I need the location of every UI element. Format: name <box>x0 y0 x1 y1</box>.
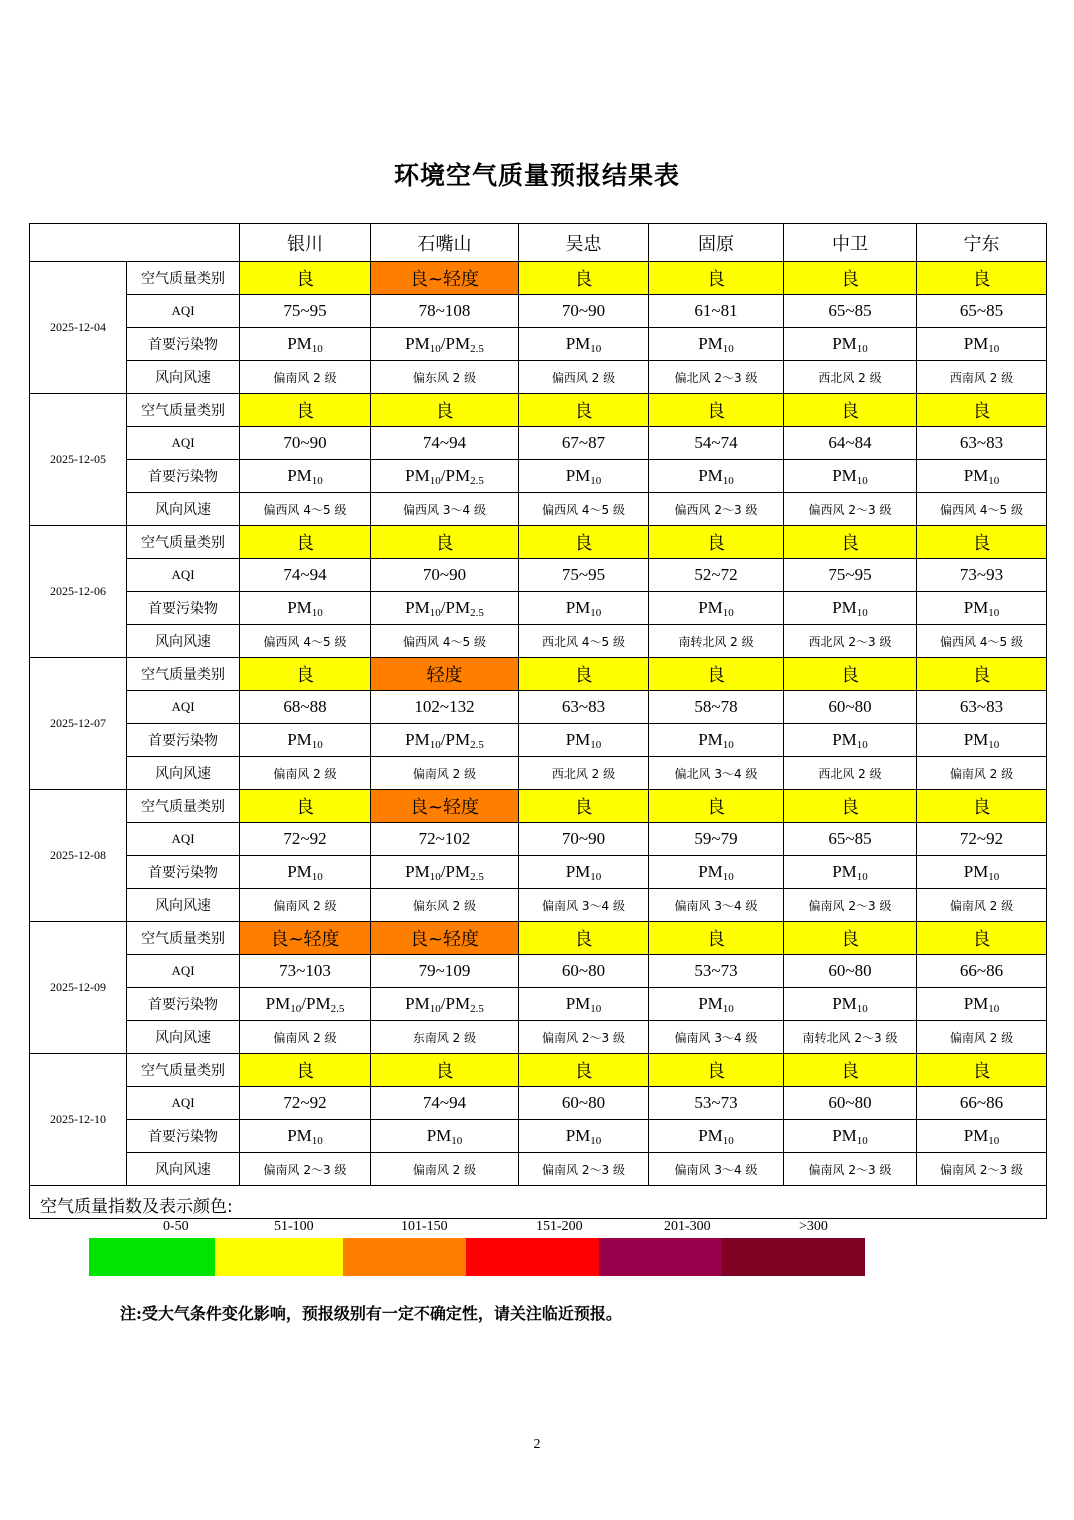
aqi-range-cell: 72~92 <box>240 1087 371 1120</box>
row-wind <box>30 625 1047 658</box>
primary-pollutant-cell: $PM_{10}$ <box>917 328 1047 361</box>
wind-cell: 偏西风 4～5 级 <box>917 493 1047 526</box>
row-label-pollutant: 首要污染物 <box>127 460 240 493</box>
primary-pollutant-cell: $PM_{10}$ <box>649 988 784 1021</box>
aqi-category-cell: 良 <box>917 922 1047 955</box>
row-label-category: 空气质量类别 <box>127 262 240 295</box>
aqi-category-cell: 良 <box>519 394 649 427</box>
aqi-category-cell: 良 <box>649 262 784 295</box>
wind-cell: 西北风 4～5 级 <box>519 625 649 658</box>
aqi-legend <box>30 1186 1047 1234</box>
row-aqi <box>30 427 1047 460</box>
primary-pollutant-cell: $PM_{10}$ <box>519 592 649 625</box>
wind-cell: 偏南风 2 级 <box>240 757 371 790</box>
primary-pollutant-cell: $PM_{10}/PM_{2.5}$ <box>240 988 371 1021</box>
row-category <box>30 262 1047 295</box>
row-label-wind: 风向风速 <box>127 361 240 394</box>
wind-cell: 偏南风 2～3 级 <box>784 1153 917 1186</box>
wind-cell: 偏东风 2 级 <box>371 361 519 394</box>
aqi-range-cell: 53~73 <box>649 1087 784 1120</box>
aqi-range-cell: 67~87 <box>519 427 649 460</box>
date-cell: 2025-12-05 <box>30 394 127 526</box>
legend-range-label: 201-300 <box>664 1219 711 1234</box>
primary-pollutant-cell: $PM_{10}$ <box>784 328 917 361</box>
primary-pollutant-cell: $PM_{10}$ <box>784 592 917 625</box>
primary-pollutant-cell: $PM_{10}$ <box>649 724 784 757</box>
aqi-category-cell: 良~轻度 <box>240 922 371 955</box>
wind-cell: 偏南风 3～4 级 <box>649 1021 784 1054</box>
legend-color-swatch <box>343 1238 466 1276</box>
row-wind <box>30 361 1047 394</box>
header-row <box>30 224 1047 262</box>
row-label-wind: 风向风速 <box>127 757 240 790</box>
aqi-category-cell: 良 <box>784 922 917 955</box>
aqi-category-cell: 良 <box>240 658 371 691</box>
aqi-category-cell: 良 <box>649 658 784 691</box>
aqi-category-cell: 良 <box>917 1054 1047 1087</box>
primary-pollutant-cell: $PM_{10}$ <box>649 328 784 361</box>
primary-pollutant-cell: $PM_{10}$ <box>240 460 371 493</box>
aqi-category-cell: 良~轻度 <box>371 922 519 955</box>
aqi-category-cell: 良 <box>784 1054 917 1087</box>
primary-pollutant-cell: $PM_{10}$ <box>240 1120 371 1153</box>
aqi-range-cell: 63~83 <box>917 691 1047 724</box>
row-pollutant <box>30 988 1047 1021</box>
aqi-category-cell: 良~轻度 <box>371 262 519 295</box>
primary-pollutant-cell: $PM_{10}$ <box>784 988 917 1021</box>
aqi-range-cell: 65~85 <box>784 295 917 328</box>
wind-cell: 西北风 2～3 级 <box>784 625 917 658</box>
aqi-category-cell: 良 <box>519 526 649 559</box>
date-cell: 2025-12-08 <box>30 790 127 922</box>
row-label-wind: 风向风速 <box>127 493 240 526</box>
row-pollutant <box>30 1120 1047 1153</box>
row-aqi <box>30 823 1047 856</box>
aqi-category-cell: 良 <box>240 790 371 823</box>
aqi-category-cell: 良 <box>917 658 1047 691</box>
row-aqi <box>30 559 1047 592</box>
page-number: 2 <box>533 1437 541 1452</box>
primary-pollutant-cell: $PM_{10}$ <box>917 460 1047 493</box>
wind-cell: 偏南风 3～4 级 <box>519 889 649 922</box>
aqi-range-cell: 75~95 <box>784 559 917 592</box>
aqi-category-cell: 良 <box>519 658 649 691</box>
aqi-range-cell: 61~81 <box>649 295 784 328</box>
legend-range-label: 151-200 <box>536 1219 583 1234</box>
aqi-category-cell: 轻度 <box>371 658 519 691</box>
row-label-aqi: AQI <box>127 295 240 328</box>
wind-cell: 偏南风 2 级 <box>917 757 1047 790</box>
primary-pollutant-cell: $PM_{10}$ <box>917 724 1047 757</box>
aqi-category-cell: 良 <box>519 790 649 823</box>
row-category <box>30 526 1047 559</box>
aqi-category-cell: 良 <box>240 1054 371 1087</box>
wind-cell: 西南风 2 级 <box>917 361 1047 394</box>
row-label-category: 空气质量类别 <box>127 526 240 559</box>
aqi-category-cell: 良 <box>240 394 371 427</box>
row-label-pollutant: 首要污染物 <box>127 592 240 625</box>
aqi-range-cell: 74~94 <box>240 559 371 592</box>
wind-cell: 偏西风 4～5 级 <box>240 493 371 526</box>
wind-cell: 偏南风 2 级 <box>240 1021 371 1054</box>
row-category <box>30 1054 1047 1087</box>
primary-pollutant-cell: $PM_{10}/PM_{2.5}$ <box>371 856 519 889</box>
city-header: 吴忠 <box>519 224 649 262</box>
row-label-wind: 风向风速 <box>127 1021 240 1054</box>
aqi-range-cell: 65~85 <box>784 823 917 856</box>
wind-cell: 偏南风 2～3 级 <box>917 1153 1047 1186</box>
row-aqi <box>30 1087 1047 1120</box>
aqi-category-cell: 良 <box>784 526 917 559</box>
aqi-range-cell: 74~94 <box>371 427 519 460</box>
aqi-category-cell: 良 <box>240 262 371 295</box>
aqi-category-cell: 良 <box>519 1054 649 1087</box>
date-cell: 2025-12-10 <box>30 1054 127 1186</box>
aqi-category-cell: 良 <box>649 1054 784 1087</box>
aqi-range-cell: 68~88 <box>240 691 371 724</box>
primary-pollutant-cell: $PM_{10}$ <box>240 724 371 757</box>
aqi-category-cell: 良 <box>519 262 649 295</box>
legend-color-swatch <box>722 1238 865 1276</box>
row-aqi <box>30 691 1047 724</box>
primary-pollutant-cell: $PM_{10}/PM_{2.5}$ <box>371 988 519 1021</box>
aqi-range-cell: 75~95 <box>240 295 371 328</box>
row-wind <box>30 1153 1047 1186</box>
primary-pollutant-cell: $PM_{10}$ <box>519 460 649 493</box>
aqi-range-cell: 72~92 <box>917 823 1047 856</box>
wind-cell: 偏西风 4～5 级 <box>240 625 371 658</box>
city-header: 银川 <box>240 224 371 262</box>
primary-pollutant-cell: $PM_{10}$ <box>784 1120 917 1153</box>
legend-row <box>30 1186 1047 1219</box>
row-aqi <box>30 955 1047 988</box>
row-category <box>30 658 1047 691</box>
primary-pollutant-cell: $PM_{10}/PM_{2.5}$ <box>371 592 519 625</box>
wind-cell: 偏西风 2～3 级 <box>784 493 917 526</box>
aqi-category-cell: 良 <box>371 526 519 559</box>
aqi-category-cell: 良 <box>519 922 649 955</box>
aqi-category-cell: 良 <box>917 394 1047 427</box>
aqi-range-cell: 54~74 <box>649 427 784 460</box>
wind-cell: 南转北风 2 级 <box>649 625 784 658</box>
wind-cell: 偏西风 4～5 级 <box>519 493 649 526</box>
primary-pollutant-cell: $PM_{10}$ <box>784 724 917 757</box>
aqi-range-cell: 66~86 <box>917 1087 1047 1120</box>
aqi-category-cell: 良 <box>784 262 917 295</box>
wind-cell: 偏南风 2 级 <box>917 889 1047 922</box>
row-label-aqi: AQI <box>127 1087 240 1120</box>
row-label-wind: 风向风速 <box>127 625 240 658</box>
wind-cell: 偏南风 2 级 <box>240 889 371 922</box>
legend-range-label: 0-50 <box>163 1219 189 1234</box>
primary-pollutant-cell: $PM_{10}$ <box>519 988 649 1021</box>
wind-cell: 偏南风 2 级 <box>371 757 519 790</box>
aqi-range-cell: 63~83 <box>519 691 649 724</box>
city-header: 宁东 <box>917 224 1047 262</box>
aqi-range-cell: 79~109 <box>371 955 519 988</box>
aqi-category-cell: 良 <box>917 790 1047 823</box>
row-category <box>30 790 1047 823</box>
wind-cell: 偏西风 4～5 级 <box>371 625 519 658</box>
aqi-range-cell: 70~90 <box>240 427 371 460</box>
header-blank-cell <box>30 224 240 262</box>
primary-pollutant-cell: $PM_{10}$ <box>519 856 649 889</box>
aqi-category-cell: 良 <box>371 394 519 427</box>
row-label-pollutant: 首要污染物 <box>127 856 240 889</box>
aqi-range-cell: 58~78 <box>649 691 784 724</box>
aqi-category-cell: 良 <box>649 790 784 823</box>
aqi-range-cell: 64~84 <box>784 427 917 460</box>
primary-pollutant-cell: $PM_{10}$ <box>917 988 1047 1021</box>
row-label-pollutant: 首要污染物 <box>127 988 240 1021</box>
legend-range-label: >300 <box>799 1219 828 1234</box>
city-header: 固原 <box>649 224 784 262</box>
row-label-aqi: AQI <box>127 427 240 460</box>
wind-cell: 偏南风 2～3 级 <box>784 889 917 922</box>
aqi-range-cell: 73~103 <box>240 955 371 988</box>
row-label-aqi: AQI <box>127 823 240 856</box>
aqi-range-cell: 60~80 <box>784 691 917 724</box>
row-label-pollutant: 首要污染物 <box>127 328 240 361</box>
row-category <box>30 922 1047 955</box>
primary-pollutant-cell: $PM_{10}/PM_{2.5}$ <box>371 328 519 361</box>
aqi-range-cell: 78~108 <box>371 295 519 328</box>
primary-pollutant-cell: $PM_{10}$ <box>519 328 649 361</box>
primary-pollutant-cell: $PM_{10}$ <box>519 1120 649 1153</box>
row-wind <box>30 889 1047 922</box>
aqi-category-cell: 良 <box>649 526 784 559</box>
row-label-wind: 风向风速 <box>127 1153 240 1186</box>
aqi-category-cell: 良 <box>649 922 784 955</box>
row-aqi <box>30 295 1047 328</box>
aqi-category-cell: 良 <box>784 658 917 691</box>
aqi-range-cell: 72~102 <box>371 823 519 856</box>
aqi-category-cell: 良~轻度 <box>371 790 519 823</box>
aqi-category-cell: 良 <box>917 262 1047 295</box>
aqi-category-cell: 良 <box>240 526 371 559</box>
wind-cell: 西北风 2 级 <box>519 757 649 790</box>
legend-title: 空气质量指数及表示颜色: <box>40 1197 233 1217</box>
aqi-range-cell: 52~72 <box>649 559 784 592</box>
wind-cell: 偏南风 2～3 级 <box>519 1153 649 1186</box>
forecast-note: 注:受大气条件变化影响，预报级别有一定不确定性，请关注临近预报。 <box>120 1304 622 1323</box>
wind-cell: 偏南风 2 级 <box>240 361 371 394</box>
row-label-aqi: AQI <box>127 955 240 988</box>
legend-color-swatch <box>215 1238 343 1276</box>
wind-cell: 偏南风 3～4 级 <box>649 1153 784 1186</box>
row-label-aqi: AQI <box>127 691 240 724</box>
aqi-range-cell: 60~80 <box>519 955 649 988</box>
primary-pollutant-cell: $PM_{10}$ <box>917 856 1047 889</box>
row-pollutant <box>30 592 1047 625</box>
aqi-range-cell: 60~80 <box>784 1087 917 1120</box>
legend-color-swatch <box>599 1238 722 1276</box>
wind-cell: 东南风 2 级 <box>371 1021 519 1054</box>
aqi-range-cell: 60~80 <box>519 1087 649 1120</box>
row-label-wind: 风向风速 <box>127 889 240 922</box>
primary-pollutant-cell: $PM_{10}$ <box>917 1120 1047 1153</box>
primary-pollutant-cell: $PM_{10}$ <box>519 724 649 757</box>
date-cell: 2025-12-09 <box>30 922 127 1054</box>
primary-pollutant-cell: $PM_{10}$ <box>784 856 917 889</box>
wind-cell: 偏南风 2 级 <box>917 1021 1047 1054</box>
primary-pollutant-cell: $PM_{10}$ <box>649 460 784 493</box>
primary-pollutant-cell: $PM_{10}$ <box>649 856 784 889</box>
aqi-range-cell: 74~94 <box>371 1087 519 1120</box>
primary-pollutant-cell: $PM_{10}$ <box>649 1120 784 1153</box>
wind-cell: 西北风 2 级 <box>784 361 917 394</box>
row-label-aqi: AQI <box>127 559 240 592</box>
aqi-range-cell: 65~85 <box>917 295 1047 328</box>
aqi-range-cell: 60~80 <box>784 955 917 988</box>
row-label-category: 空气质量类别 <box>127 790 240 823</box>
primary-pollutant-cell: $PM_{10}/PM_{2.5}$ <box>371 460 519 493</box>
primary-pollutant-cell: $PM_{10}$ <box>240 592 371 625</box>
row-pollutant <box>30 328 1047 361</box>
primary-pollutant-cell: $PM_{10}/PM_{2.5}$ <box>371 724 519 757</box>
aqi-range-cell: 59~79 <box>649 823 784 856</box>
wind-cell: 南转北风 2～3 级 <box>784 1021 917 1054</box>
row-wind <box>30 493 1047 526</box>
wind-cell: 偏西风 3～4 级 <box>371 493 519 526</box>
aqi-range-cell: 70~90 <box>519 823 649 856</box>
row-label-pollutant: 首要污染物 <box>127 724 240 757</box>
page-title: 环境空气质量预报结果表 <box>393 161 680 190</box>
row-pollutant <box>30 724 1047 757</box>
city-header: 石嘴山 <box>371 224 519 262</box>
wind-cell: 偏西风 2～3 级 <box>649 493 784 526</box>
row-category <box>30 394 1047 427</box>
row-label-pollutant: 首要污染物 <box>127 1120 240 1153</box>
primary-pollutant-cell: $PM_{10}$ <box>240 328 371 361</box>
wind-cell: 偏北风 3～4 级 <box>649 757 784 790</box>
aqi-category-cell: 良 <box>784 394 917 427</box>
date-cell: 2025-12-07 <box>30 658 127 790</box>
wind-cell: 偏南风 2～3 级 <box>240 1153 371 1186</box>
wind-cell: 西北风 2 级 <box>784 757 917 790</box>
wind-cell: 偏东风 2 级 <box>371 889 519 922</box>
row-label-category: 空气质量类别 <box>127 658 240 691</box>
aqi-range-cell: 102~132 <box>371 691 519 724</box>
aqi-category-cell: 良 <box>917 526 1047 559</box>
aqi-range-cell: 63~83 <box>917 427 1047 460</box>
wind-cell: 偏南风 3～4 级 <box>649 889 784 922</box>
primary-pollutant-cell: $PM_{10}$ <box>371 1120 519 1153</box>
aqi-range-cell: 73~93 <box>917 559 1047 592</box>
date-cell: 2025-12-04 <box>30 262 127 394</box>
city-header: 中卫 <box>784 224 917 262</box>
aqi-range-cell: 75~95 <box>519 559 649 592</box>
primary-pollutant-cell: $PM_{10}$ <box>240 856 371 889</box>
aqi-category-cell: 良 <box>784 790 917 823</box>
row-pollutant <box>30 856 1047 889</box>
aqi-range-cell: 70~90 <box>371 559 519 592</box>
aqi-category-cell: 良 <box>649 394 784 427</box>
aqi-category-cell: 良 <box>371 1054 519 1087</box>
wind-cell: 偏南风 2 级 <box>371 1153 519 1186</box>
date-cell: 2025-12-06 <box>30 526 127 658</box>
primary-pollutant-cell: $PM_{10}$ <box>649 592 784 625</box>
row-pollutant <box>30 460 1047 493</box>
wind-cell: 偏南风 2～3 级 <box>519 1021 649 1054</box>
legend-range-label: 51-100 <box>274 1219 314 1234</box>
row-label-category: 空气质量类别 <box>127 1054 240 1087</box>
wind-cell: 偏西风 2 级 <box>519 361 649 394</box>
row-wind <box>30 757 1047 790</box>
aqi-range-cell: 70~90 <box>519 295 649 328</box>
wind-cell: 偏西风 4～5 级 <box>917 625 1047 658</box>
legend-color-swatch <box>89 1238 215 1276</box>
legend-color-swatch <box>466 1238 599 1276</box>
legend-range-label: 101-150 <box>401 1219 448 1234</box>
row-wind <box>30 1021 1047 1054</box>
aqi-range-cell: 72~92 <box>240 823 371 856</box>
primary-pollutant-cell: $PM_{10}$ <box>784 460 917 493</box>
row-label-category: 空气质量类别 <box>127 394 240 427</box>
aqi-range-cell: 53~73 <box>649 955 784 988</box>
wind-cell: 偏北风 2～3 级 <box>649 361 784 394</box>
row-label-category: 空气质量类别 <box>127 922 240 955</box>
forecast-table <box>29 223 1047 1234</box>
primary-pollutant-cell: $PM_{10}$ <box>917 592 1047 625</box>
aqi-range-cell: 66~86 <box>917 955 1047 988</box>
